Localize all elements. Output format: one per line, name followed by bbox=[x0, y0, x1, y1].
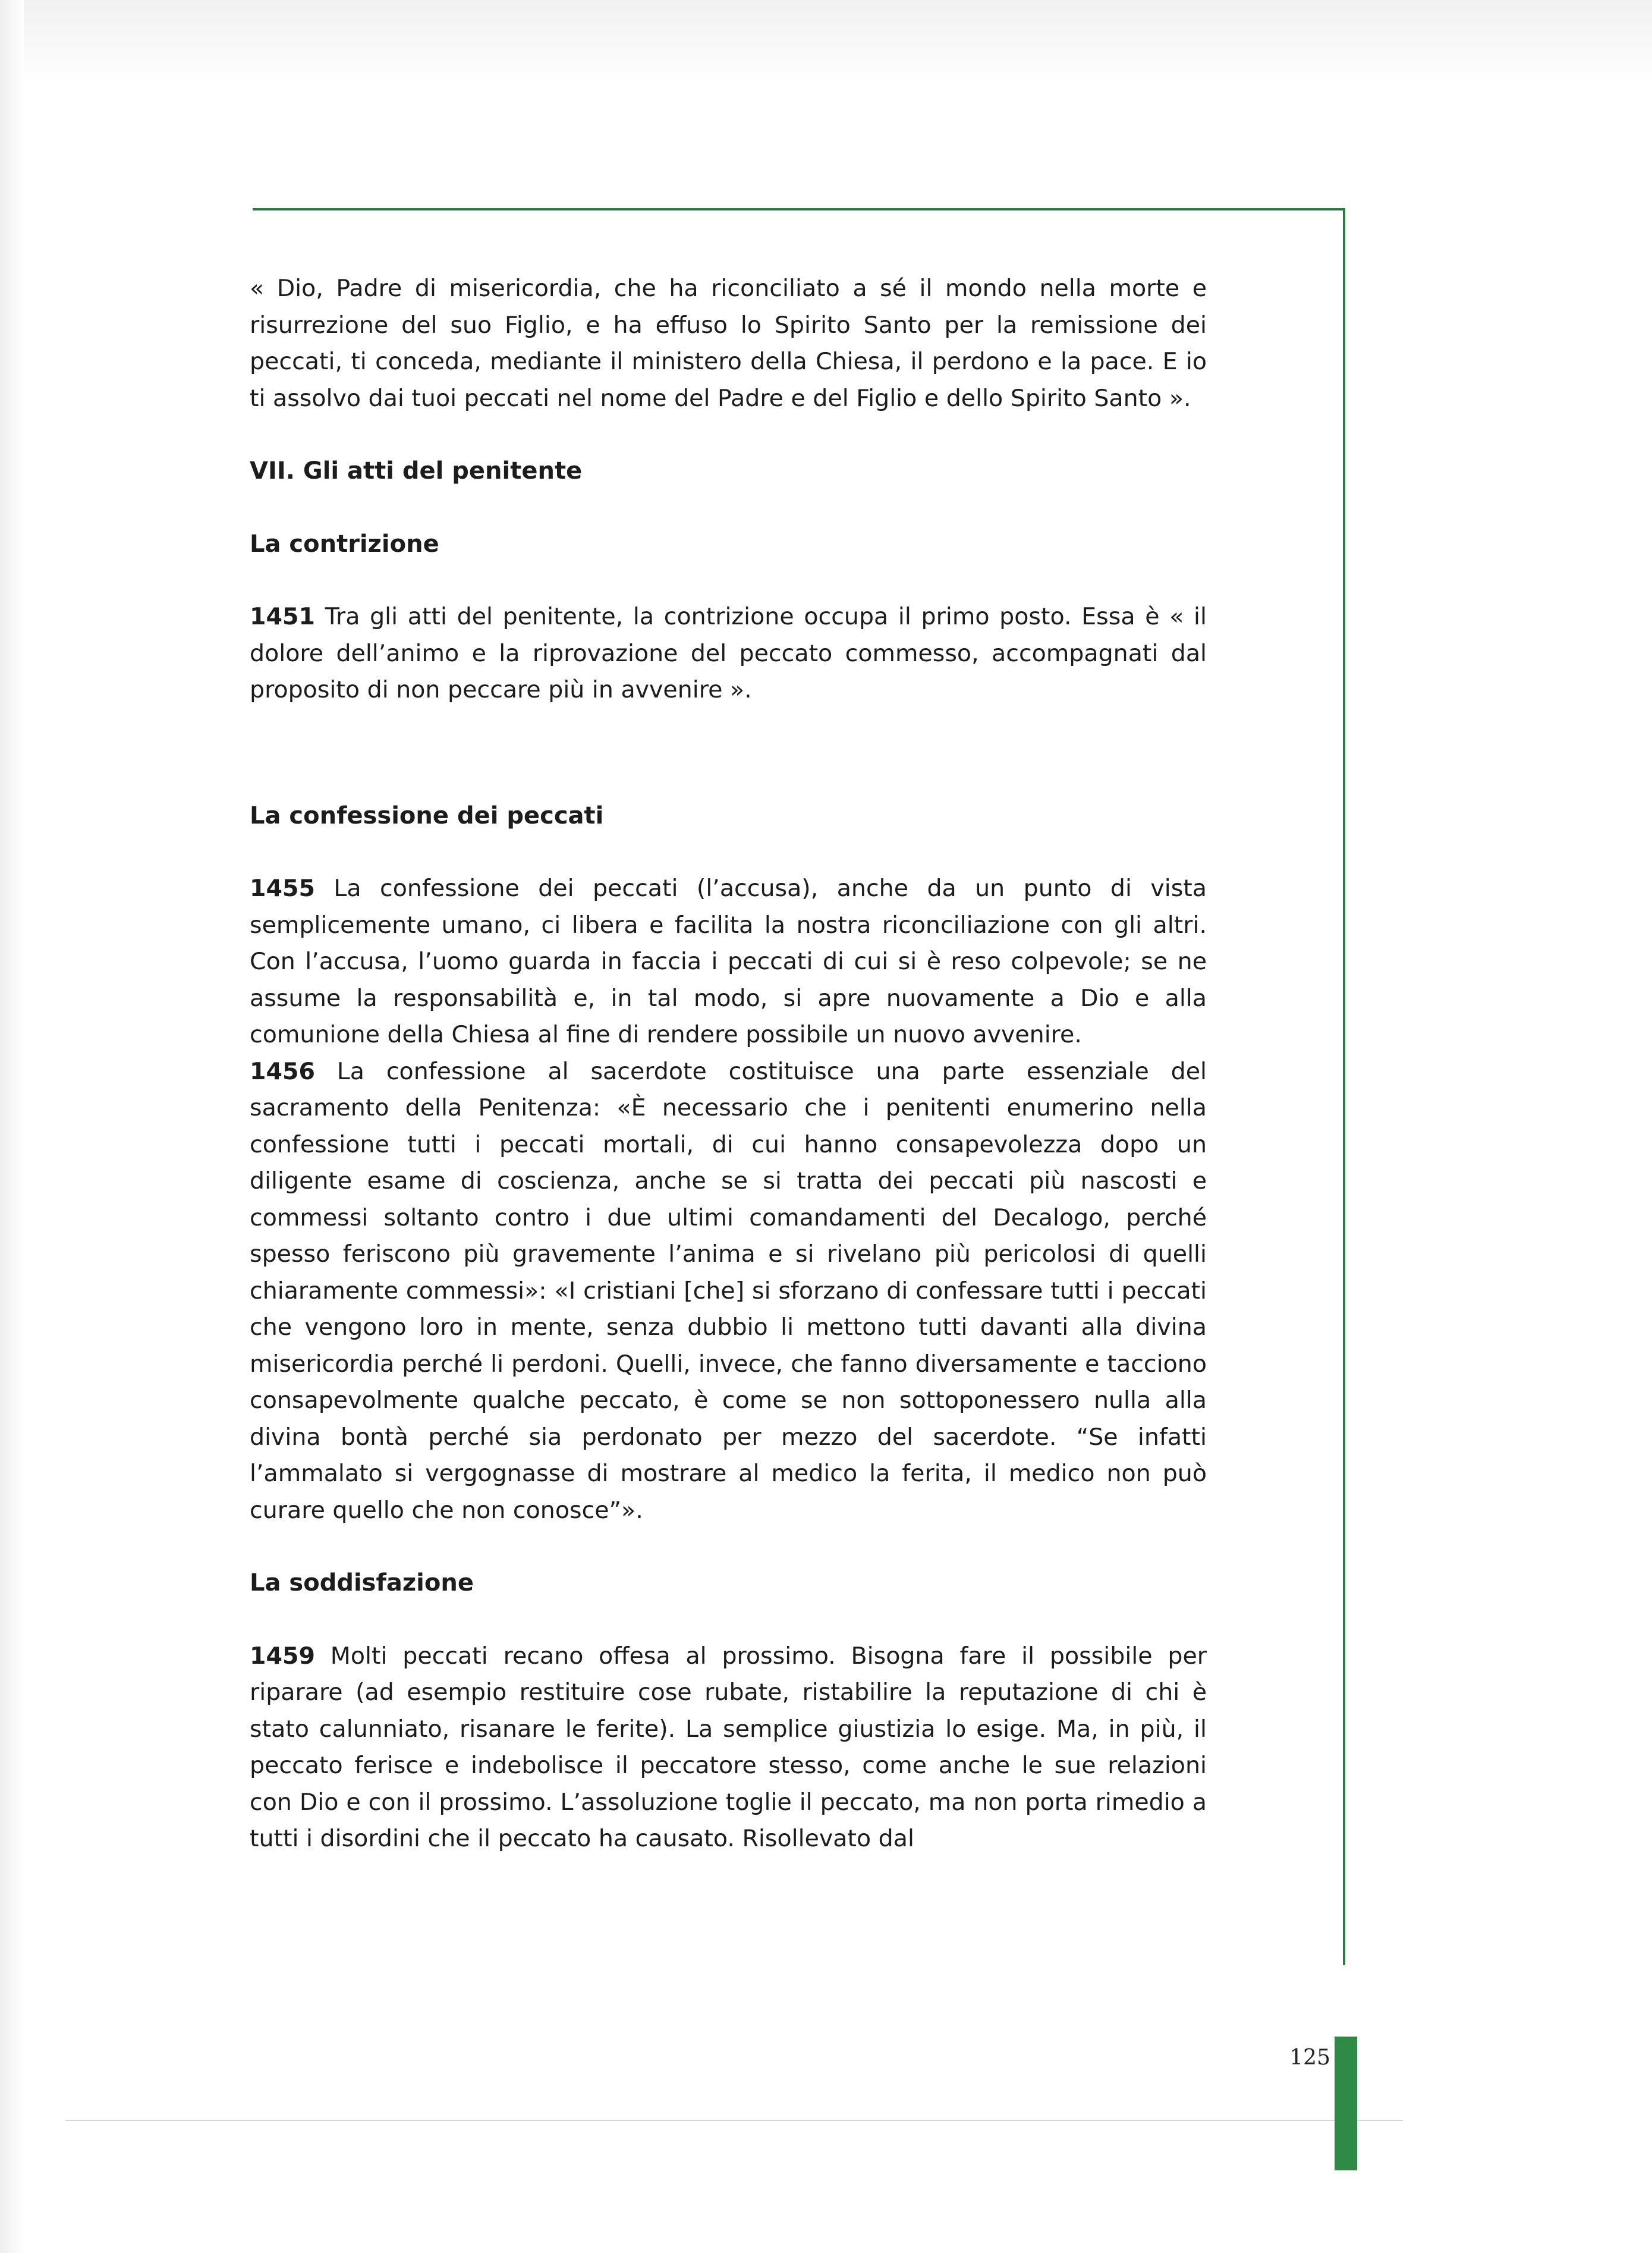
spacer bbox=[250, 709, 1207, 798]
paragraph-text: Tra gli atti del penitente, la contrizione occupa il primo posto. Essa è « il dolore dell’animo e la riprovazione del peccato commesso, accompagnati dal proposito di non peccare più in avvenire ». bbox=[250, 603, 1207, 703]
spacer bbox=[250, 1602, 1207, 1638]
paragraph-text: Molti peccati recano offesa al prossimo. Bisogna fare il possibile per riparare (ad esempio restituire cose rubate, ristabilire la reputazione di chi è stato calunniato, risanare le ferite). La semplice giustizia lo esige. Ma, in più, il peccato ferisce e indebolisce il peccatore stesso, come anche le sue relazioni con Dio e con il prossimo. L’assoluzione toglie il peccato, ma non porta rimedio a tutti i disordini che il peccato ha causato. Risollevato dal bbox=[250, 1642, 1207, 1852]
absolution-formula: « Dio, Padre di misericordia, che ha riconciliato a sé il mondo nella morte e risurrezione del suo Figlio, e ha effuso lo Spirito Santo per la remissione dei peccati, ti conceda, mediante il ministero della Chiesa, il perdono e la pace. E io ti assolvo dai tuoi peccati nel nome del Padre e del Figlio e dello Spirito Santo ». bbox=[250, 275, 1207, 412]
page-shadow-left bbox=[0, 0, 24, 2253]
paragraph-number: 1451 bbox=[250, 603, 315, 630]
satisfaction-heading: La soddisfazione bbox=[250, 1569, 474, 1597]
paragraph-text: La confessione al sacerdote costituisce una parte essenziale del sacramento della Penitenza: «È necessario che i penitenti enumerino nella confessione tutti i peccati mortali, di cui hanno consapevolezza dopo un diligente esame di coscienza, anche se si tratta dei peccati più nascosti e commessi soltanto contro i due ultimi comandamenti del Decalogo, perché spesso feriscono più gravemente l’anima e si rivelano più pericolosi di quelli chiaramente commessi»: «I cristiani [che] si sforzano di confessare tutti i peccati che vengono loro in mente, senza dubbio li mettono tutti davanti alla divina misericordia perché li perdoni. Quelli, invece, che fanno diversamente e tacciono consapevolmente qualche peccato, è come se non sottoponessero nulla alla divina bontà perché sia perdonato per mezzo del sacerdote. “Se infatti l’ammalato si vergognasse di mostrare al medico la ferita, il medico non può curare quello che non conosce”». bbox=[250, 1057, 1207, 1524]
paragraph-number: 1456 bbox=[250, 1057, 315, 1085]
page-tab-marker bbox=[1335, 2037, 1357, 2170]
spacer bbox=[250, 834, 1207, 871]
page-number: 125 bbox=[1289, 2045, 1330, 2070]
spacer bbox=[250, 417, 1207, 453]
page-content bbox=[250, 271, 1207, 1858]
paragraph-1459 bbox=[250, 1638, 1207, 1858]
spacer bbox=[250, 490, 1207, 526]
paragraph-number: 1459 bbox=[250, 1642, 315, 1670]
paragraph-text: La confessione dei peccati (l’accusa), anche da un punto di vista semplicemente umano, ci libera e facilita la nostra riconciliazione con gli altri. Con l’accusa, l’uomo guarda in faccia i peccati di cui si è reso colpevole; se ne assume la responsabilità e, in tal modo, si apre nuovamente a Dio e alla comunione della Chiesa al fine di rendere possibile un nuovo avvenire. bbox=[250, 875, 1207, 1048]
paragraph-number: 1455 bbox=[250, 875, 315, 902]
paragraph-1455 bbox=[250, 871, 1207, 1054]
spacer bbox=[250, 1529, 1207, 1565]
paragraph-1451 bbox=[250, 599, 1207, 709]
contrition-heading: La contrizione bbox=[250, 530, 439, 558]
page-edge bbox=[65, 2120, 1403, 2121]
spacer bbox=[250, 563, 1207, 599]
page-shadow-top bbox=[0, 0, 1652, 83]
confession-heading: La confessione dei peccati bbox=[250, 802, 604, 829]
paragraph-1456 bbox=[250, 1054, 1207, 1529]
section-title: VII. Gli atti del penitente bbox=[250, 457, 583, 485]
frame-top-rule bbox=[253, 208, 1345, 210]
frame-right-rule bbox=[1343, 208, 1345, 1965]
